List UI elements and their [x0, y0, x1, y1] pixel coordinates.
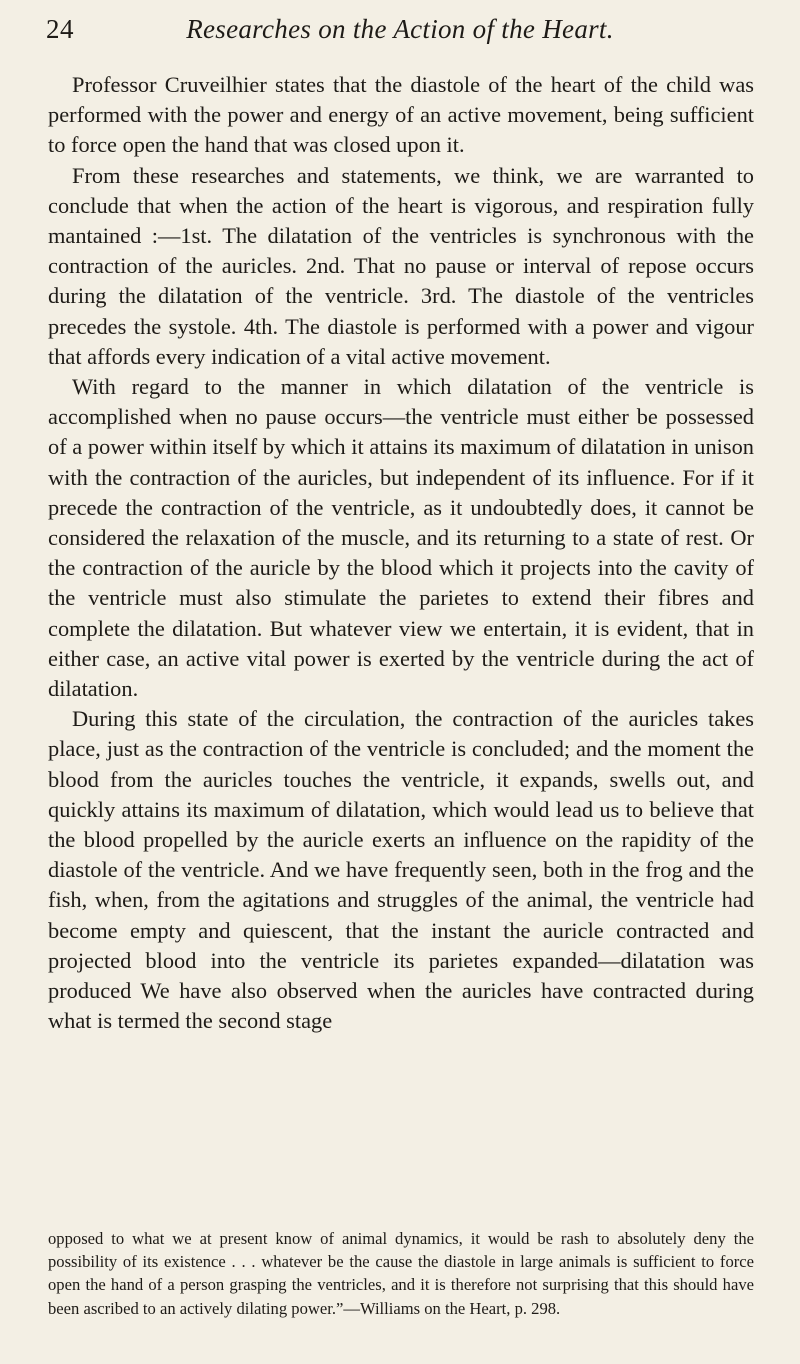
- footnote-text: opposed to what we at present know of animal dynamics, it would be rash to absolutely deny the possibility of its existence . . . whatever be the cause the diastole in large animals is sufficient to force open the hand of a person grasping the ventricles, and it is therefore not surprising that this should have been ascribed to an actively dilating power.”—Williams on the Heart, p. 298.: [48, 1229, 754, 1318]
- running-head: Researches on the Action of the Heart.: [186, 14, 614, 44]
- page-header: [46, 14, 754, 54]
- body-text: [48, 70, 754, 1037]
- paragraph: During this state of the circulation, the contraction of the auricles takes place, just as the contraction of the ventricle is concluded; and the moment the blood from the auricles touches the ventricle, it expands, swells out, and quickly attains its maximum of dilatation, which would lead us to believe that the blood propelled by the auricle exerts an influence on the rapidity of the diastole of the ventricle. And we have frequently seen, both in the frog and the fish, when, from the agitations and struggles of the animal, the ventricle had become empty and quiescent, that the instant the auricle contracted and projected blood into the ventricle its parietes expanded—dilatation was produced We have also observed when the auricles have contracted during what is termed the second stage: [48, 706, 754, 1034]
- footnote: [48, 1227, 754, 1320]
- paragraph: Professor Cruveilhier states that the diastole of the heart of the child was performed with the power and energy of an active movement, being sufficient to force open the hand that was closed upon it.: [48, 72, 754, 158]
- page-number: 24: [46, 14, 74, 44]
- paragraph: From these researches and statements, we think, we are warranted to conclude that when the action of the heart is vigorous, and respiration fully mantained :—1st. The dilatation of the ventricles is synchronous with the contraction of the auricles. 2nd. That no pause or interval of repose occurs during the dilatation of the ventricle. 3rd. The diastole of the ventricles precedes the systole. 4th. The diastole is performed with a power and vigour that affords every indication of a vital active movement.: [48, 162, 754, 369]
- paragraph: With regard to the manner in which dilatation of the ventricle is accomplished when no pause occurs—the ventricle must either be possessed of a power within itself by which it attains its maximum of dilatation in unison with the contraction of the auricles, but independent of its influence. For if it precede the contraction of the ventricle, as it undoubtedly does, it cannot be considered the relaxation of the muscle, and its returning to a state of rest. Or the contraction of the auricle by the blood which it projects into the cavity of the ventricle must also stimulate the parietes to extend their fibres and complete the dilatation. But whatever view we entertain, it is evident, that in either case, an active vital power is exerted by the ventricle during the act of dilatation.: [48, 374, 754, 702]
